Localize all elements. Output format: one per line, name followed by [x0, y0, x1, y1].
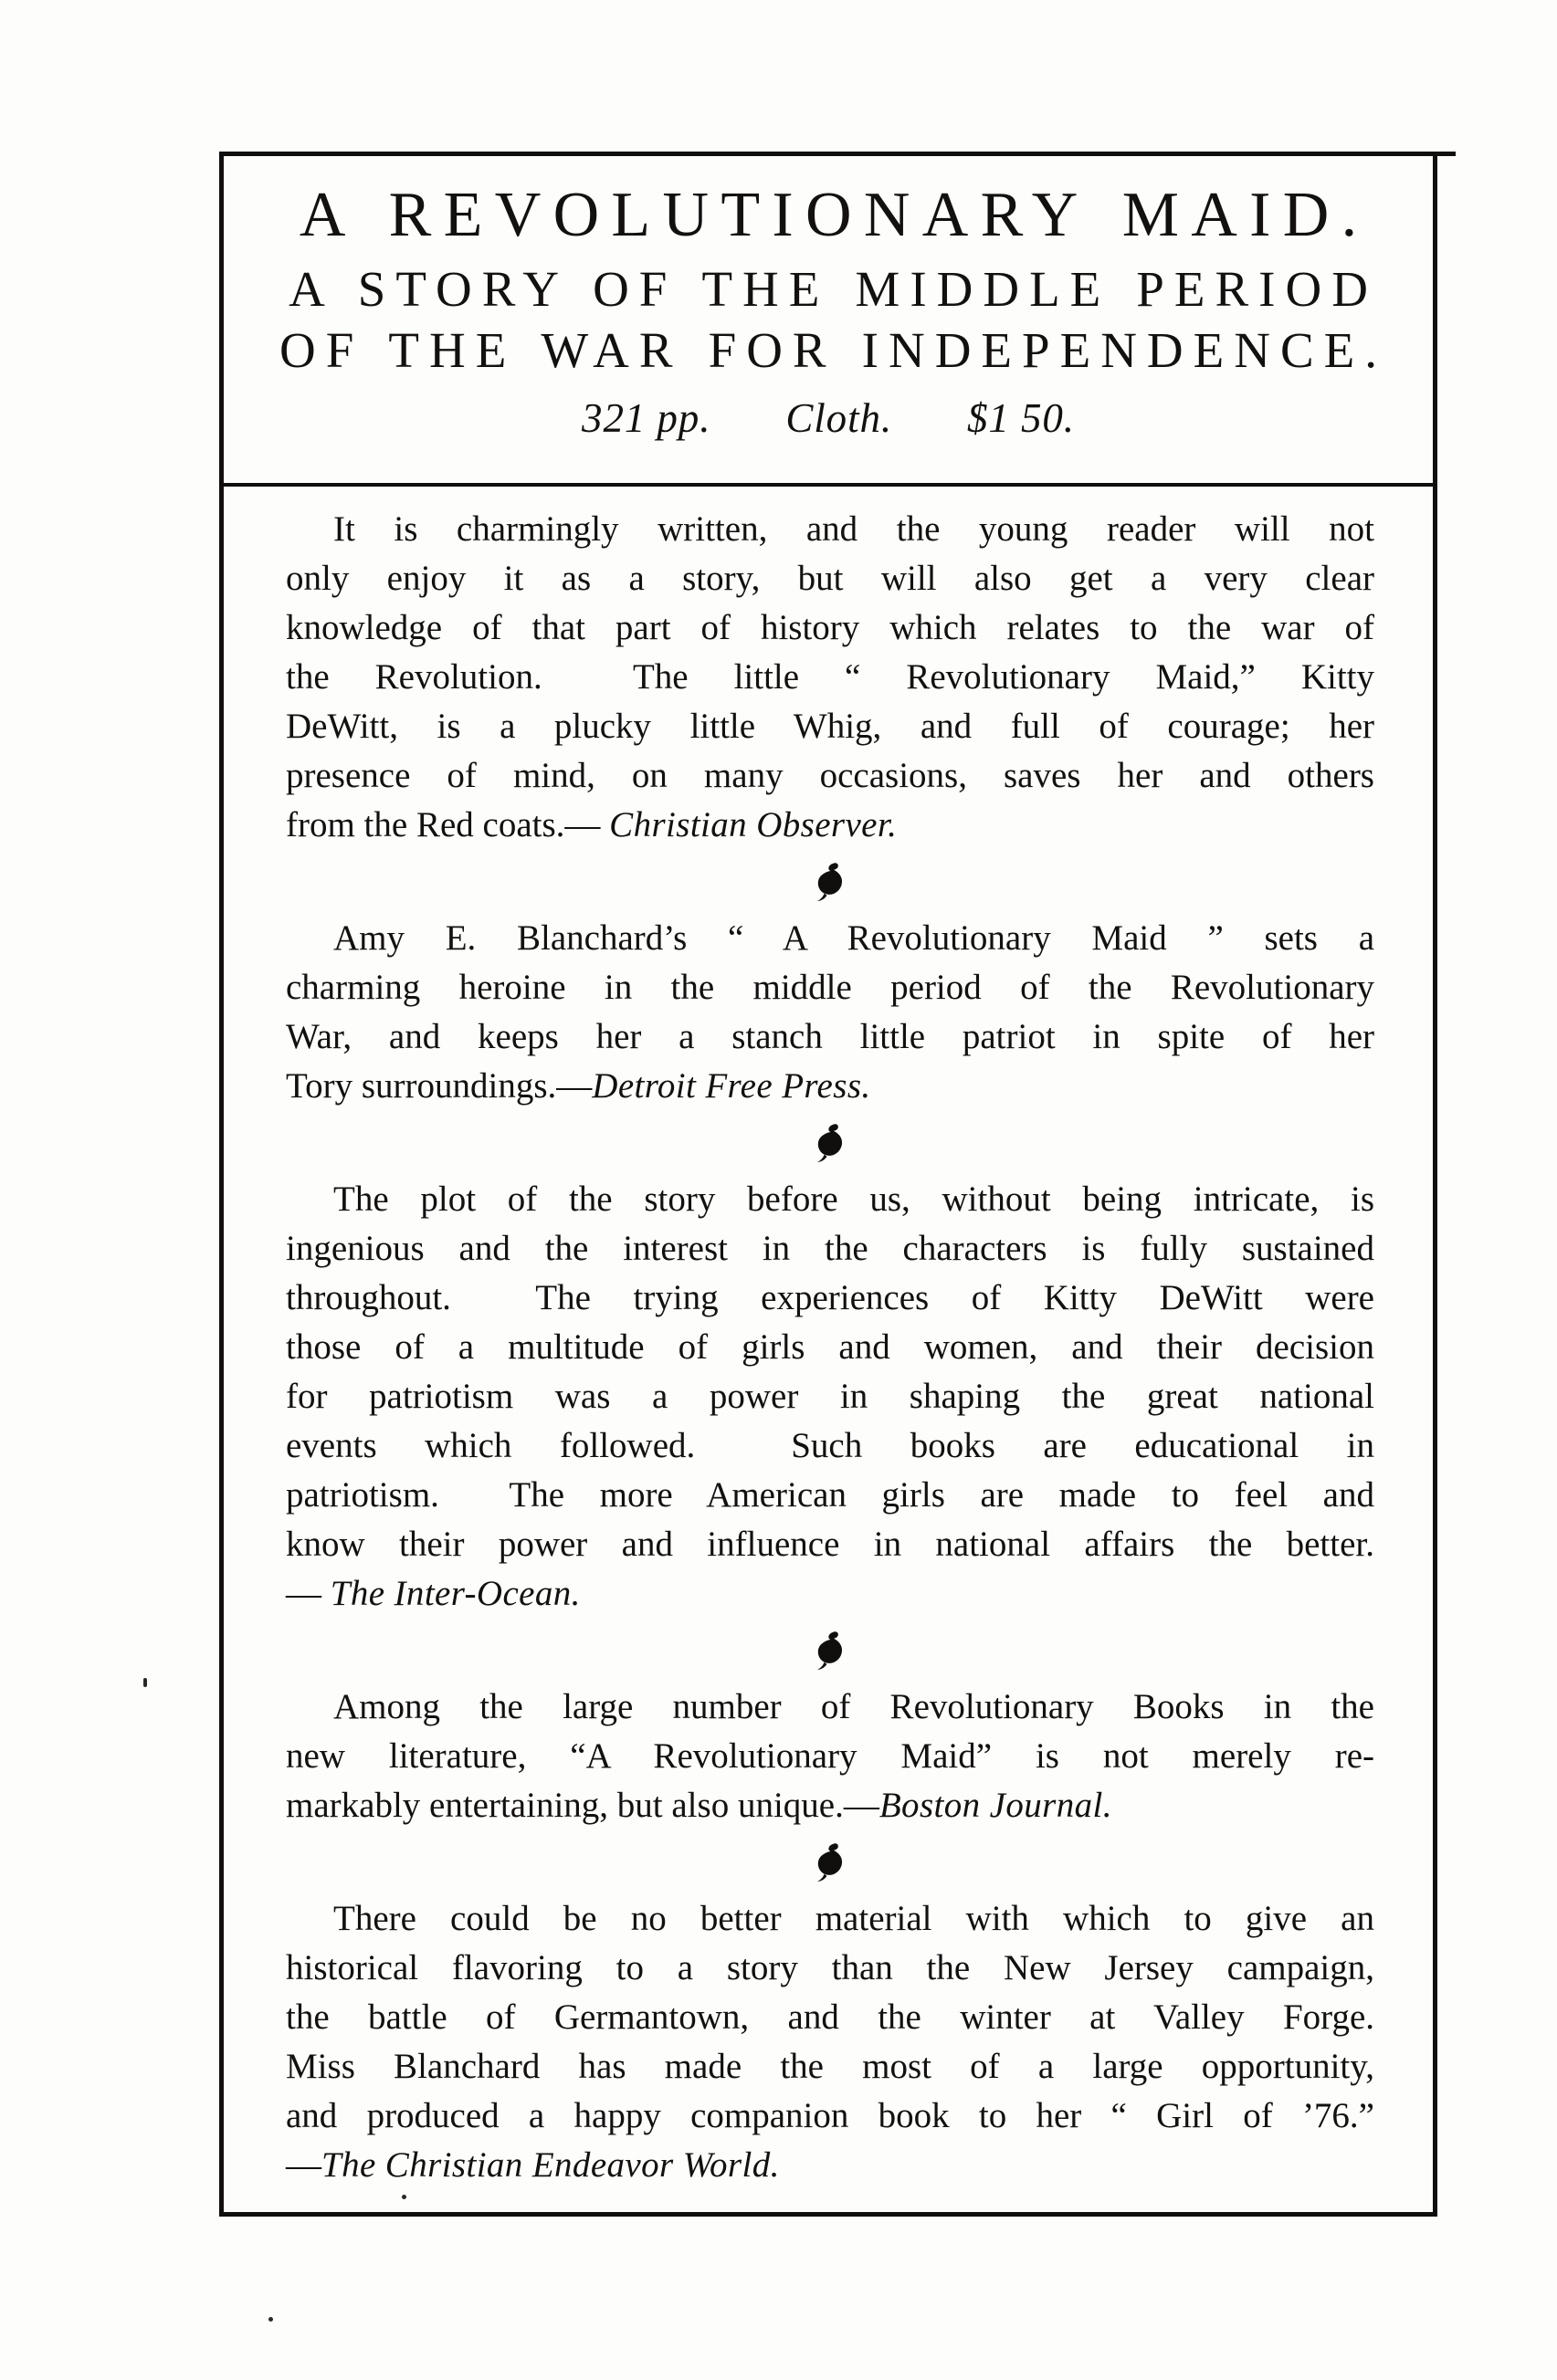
text-line: [286, 1894, 1374, 1944]
review-text: the battle of Germantown, and the winter at Valley Forge.: [286, 1997, 1374, 2037]
review-text: Among the large number of Revolutionary Books in the: [333, 1686, 1374, 1726]
review-text: knowledge of that part of history which relates to the war of: [286, 607, 1374, 647]
text-line: [286, 801, 1374, 850]
title-block: [224, 156, 1433, 483]
paragraph: [286, 1894, 1374, 2190]
leaf-ornament-icon: [813, 1628, 848, 1672]
review-source: Detroit Free Press.: [592, 1065, 871, 1106]
text-line: [286, 1012, 1374, 1062]
text-line: [286, 1993, 1374, 2042]
review-text: There could be no better material with which to give an: [333, 1898, 1374, 1938]
text-line: [286, 1274, 1374, 1323]
review-paragraphs: [224, 487, 1433, 2190]
review-text: from the Red coats.—: [286, 804, 610, 844]
text-line: [286, 2042, 1374, 2092]
review-text: —: [286, 1573, 331, 1613]
review-text: only enjoy it as a story, but will also get a very clear: [286, 558, 1374, 598]
review-text: It is charmingly written, and the young reader will not: [333, 509, 1374, 549]
text-line: [286, 653, 1374, 702]
review-text: new literature, “A Revolutionary Maid” is not merely re-: [286, 1735, 1374, 1776]
review-text: markably entertaining, but also unique.—: [286, 1785, 879, 1825]
scan-speck: [402, 2195, 406, 2199]
text-line: [286, 2141, 1374, 2190]
text-line: [286, 1224, 1374, 1274]
text-line: [286, 1569, 1374, 1619]
text-line: [286, 1421, 1374, 1471]
review-text: Miss Blanchard has made the most of a large opportunity,: [286, 2046, 1374, 2086]
text-line: [286, 751, 1374, 801]
review-source: Christian Observer.: [609, 804, 898, 844]
review-text: and produced a happy companion book to her “ Girl of ’76.”: [286, 2095, 1374, 2135]
text-line: [286, 554, 1374, 603]
review-text: DeWitt, is a plucky little Whig, and full of courage; her: [286, 706, 1374, 746]
review-text: War, and keeps her a stanch little patriot in spite of her: [286, 1016, 1374, 1056]
subtitle-line: OF THE WAR FOR INDEPENDENCE.: [279, 322, 1387, 379]
review-text: The plot of the story before us, without being intricate, is: [333, 1179, 1374, 1219]
review-text: events which followed. Such books are educational in: [286, 1425, 1374, 1465]
review-source: The Christian Endeavor World.: [321, 2144, 780, 2185]
scan-speck: [143, 1678, 147, 1687]
border-overshoot: [1434, 152, 1456, 156]
review-text: Amy E. Blanchard’s “ A Revolutionary Maid ” sets a: [333, 917, 1374, 958]
text-line: [286, 1372, 1374, 1421]
section-separator: [286, 1830, 1374, 1894]
text-line: [286, 1944, 1374, 1993]
text-line: [286, 1323, 1374, 1372]
paragraph: [286, 505, 1374, 850]
section-separator: [286, 1111, 1374, 1175]
paragraph: [286, 1683, 1374, 1830]
book-subtitle: [279, 258, 1388, 381]
border-frame: [219, 152, 1437, 2217]
review-text: those of a multitude of girls and women, and their decision: [286, 1326, 1374, 1367]
paragraph: [286, 1175, 1374, 1619]
review-text: ingenious and the interest in the characters is fully sustained: [286, 1228, 1374, 1268]
review-source: Boston Journal.: [878, 1785, 1112, 1825]
text-line: [286, 702, 1374, 751]
edition-line: [279, 395, 1378, 443]
binding-type: Cloth.: [785, 395, 893, 442]
book-title: A REVOLUTIONARY MAID.: [299, 180, 1370, 250]
text-line: [286, 1471, 1374, 1520]
review-text: historical flavoring to a story than the New Jersey campaign,: [286, 1947, 1374, 1987]
subtitle-line: A STORY OF THE MIDDLE PERIOD: [289, 261, 1378, 317]
page-count: 321 pp.: [582, 395, 711, 442]
leaf-ornament-icon: [813, 859, 848, 904]
review-text: for patriotism was a power in shaping the great national: [286, 1376, 1374, 1416]
text-line: [286, 914, 1374, 963]
review-text: know their power and influence in national affairs the better.: [286, 1524, 1374, 1564]
leaf-ornament-icon: [813, 1120, 848, 1165]
text-line: [286, 1732, 1374, 1781]
text-line: [286, 963, 1374, 1012]
review-text: —: [286, 2144, 321, 2185]
text-line: [286, 1781, 1374, 1830]
paragraph: [286, 914, 1374, 1111]
text-line: [286, 1062, 1374, 1111]
price: $1 50.: [967, 395, 1075, 442]
review-text: Tory surroundings.—: [286, 1065, 593, 1106]
section-separator: [286, 850, 1374, 914]
review-text: the Revolution. The little “ Revolutionary Maid,” Kitty: [286, 656, 1374, 697]
review-text: patriotism. The more American girls are made to feel and: [286, 1474, 1374, 1515]
review-text: charming heroine in the middle period of the Revolutionary: [286, 967, 1374, 1007]
text-line: [286, 505, 1374, 554]
text-line: [286, 1520, 1374, 1569]
text-line: [286, 603, 1374, 653]
review-text: presence of mind, on many occasions, saves her and others: [286, 755, 1374, 795]
text-line: [286, 1683, 1374, 1732]
scan-speck: [268, 2317, 273, 2322]
section-separator: [286, 1619, 1374, 1683]
review-source: The Inter-Ocean.: [330, 1573, 581, 1613]
text-line: [286, 1175, 1374, 1224]
leaf-ornament-icon: [813, 1840, 848, 1884]
text-line: [286, 2092, 1374, 2141]
review-text: throughout. The trying experiences of Kitty DeWitt were: [286, 1277, 1374, 1317]
